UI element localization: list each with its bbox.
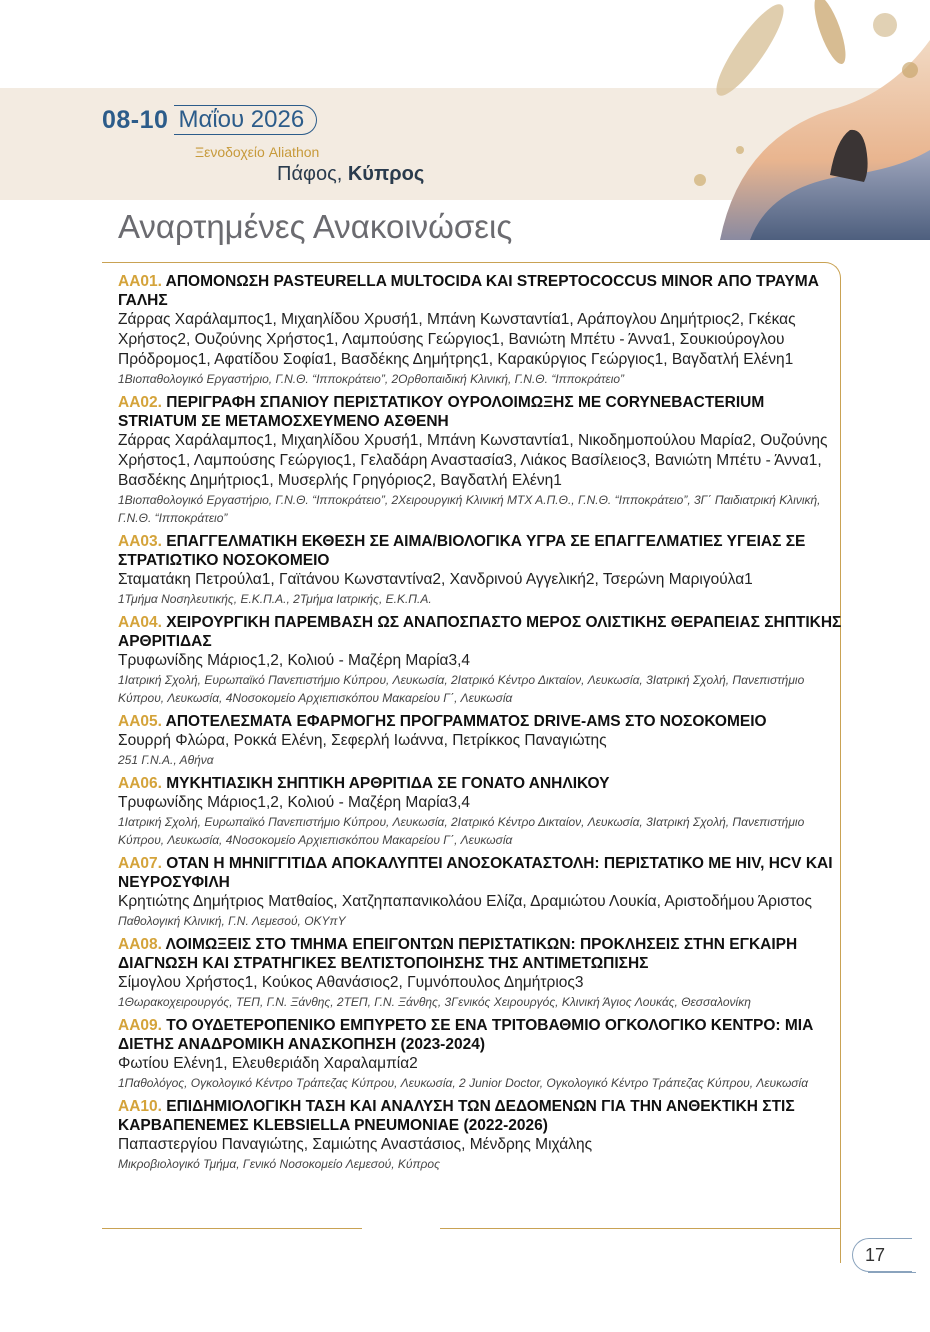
date-days: 08-10 — [102, 105, 169, 134]
abstract-item — [118, 774, 844, 849]
abstract-title-text: ΑΠΟΜΟΝΩΣΗ PASTEURELLA MULTOCIDA ΚΑΙ STREPTOCOCCUS MINOR ΑΠΟ ΤΡΑΥΜΑ ΓΑΛΗΣ — [118, 273, 819, 309]
abstract-authors: Τρυφωνίδης Μάριος1,2, Κολιού - Μαζέρη Μαρία3,4 — [118, 652, 471, 669]
abstract-affiliations: 1Θωρακοχειρουργός, ΤΕΠ, Γ.Ν. Ξάνθης, 2ΤΕΠ, Γ.Ν. Ξάνθης, 3Γενικός Χειρουργός, Κλινική Άγιος Λουκάς, Θεσσαλονίκη — [118, 995, 751, 1009]
abstract-code: ΑΑ02. — [118, 394, 162, 411]
date-month-year: Μαΐου 2026 — [174, 105, 317, 135]
abstract-title — [118, 613, 844, 651]
abstract-title — [118, 532, 844, 570]
abstract-item — [118, 532, 844, 608]
abstract-code: ΑΑ06. — [118, 775, 162, 792]
frame-bottom-left-rule — [102, 1228, 362, 1229]
abstract-item — [118, 393, 844, 527]
abstract-authors: Σίμογλου Χρήστος1, Κούκος Αθανάσιος2, Γυμνόπουλος Δημήτριος3 — [118, 974, 584, 991]
abstract-affiliations: Παθολογική Κλινική, Γ.Ν. Λεμεσού, ΟΚΥπΥ — [118, 914, 346, 928]
abstract-authors: Ζάρρας Χαράλαμπος1, Μιχαηλίδου Χρυσή1, Μπάνη Κωνσταντία1, Αράπογλου Δημήτριος2, Γκέκας Χρήστος2, Ουζούνης Χρήστος1, Λαμπούσης Γεώργιος1, Βανιώτη Μπέτυ - Άννα1, Σουκιούρογλου Πρόδρομος1, Αφατίδου Σοφία1, Βασδέκης Δημήτρης1, Καρακύργιος Γεώργιος1, Βαγδατλή Ελένη1 — [118, 311, 796, 368]
abstract-authors: Κρητιώτης Δημήτριος Ματθαίος, Χατζηπαπανικολάου Ελίζα, Δραμιώτου Λουκία, Αριστοδήμου Άριστος — [118, 893, 812, 910]
abstract-code: ΑΑ05. — [118, 713, 162, 730]
event-location — [277, 163, 424, 186]
abstract-code: ΑΑ08. — [118, 936, 162, 953]
abstract-title-text: ΠΕΡΙΓΡΑΦΗ ΣΠΑΝΙΟΥ ΠΕΡΙΣΤΑΤΙΚΟΥ ΟΥΡΟΛΟΙΜΩΞΗΣ ΜΕ CORYNEBACTERIUM STRIATUM ΣΕ ΜΕΤΑΜΟΣΧΕΥΜΕΝΟ ΑΣΘΕΝΗ — [118, 394, 765, 430]
abstract-item — [118, 1016, 844, 1092]
abstract-title — [118, 712, 844, 731]
abstract-title — [118, 393, 844, 431]
abstract-affiliations: 1Ιατρική Σχολή, Ευρωπαϊκό Πανεπιστήμιο Κύπρου, Λευκωσία, 2Ιατρικό Κέντρο Δικταίον, Λευκωσία, 3Ιατρική Σχολή, Πανεπιστήμιο Κύπρου, Λευκωσία, 4Νοσοκομείο Αρχιεπισκόπου Μακαρείου Γ΄, Λευκωσία — [118, 815, 805, 847]
abstract-affiliations: 1Βιοπαθολογικό Εργαστήριο, Γ.Ν.Θ. “Ιπποκράτειο”, 2Χειρουργική Κλινική ΜΤΧ Α.Π.Θ., Γ.Ν.Θ. “Ιπποκράτειο”, 3Γ΄ Παιδιατρική Κλινική, Γ.Ν.Θ. “Ιπποκράτειο” — [118, 493, 821, 525]
abstract-authors: Ζάρρας Χαράλαμπος1, Μιχαηλίδου Χρυσή1, Μπάνη Κωνσταντία1, Νικοδημοπούλου Μαρία2, Ουζούνης Χρήστος1, Λαμπούσης Γεώργιος1, Γελαδάρη Αναστασία3, Λιάκος Βασίλειος3, Βανιώτη Μπέτυ - Άννα1, Βασδέκης Δημήτριος1, Μυσερλής Γρηγόριος2, Βαγδατλή Ελένη1 — [118, 432, 828, 489]
abstract-title-text: ΛΟΙΜΩΞΕΙΣ ΣΤΟ ΤΜΗΜΑ ΕΠΕΙΓΟΝΤΩΝ ΠΕΡΙΣΤΑΤΙΚΩΝ: ΠΡΟΚΛΗΣΕΙΣ ΣΤΗΝ ΕΓΚΑΙΡΗ ΔΙΑΓΝΩΣΗ ΚΑΙ ΣΤΡΑΤΗΓΙΚΕΣ ΒΕΛΤΙΣΤΟΠΟΙΗΣΗΣ ΤΗΣ ΑΝΤΙΜΕΤΩΠΙΣΗΣ — [118, 936, 798, 972]
abstract-affiliations: 251 Γ.Ν.Α., Αθήνα — [118, 753, 214, 767]
city-name: Πάφος, — [277, 163, 343, 185]
abstract-code: ΑΑ10. — [118, 1098, 162, 1115]
abstract-item — [118, 272, 844, 388]
abstract-affiliations: Μικροβιολογικό Τμήμα, Γενικό Νοσοκομείο Λεμεσού, Κύπρος — [118, 1157, 440, 1171]
abstract-list — [118, 272, 844, 1178]
page-number-rule — [868, 1272, 916, 1273]
abstract-title-text: ΑΠΟΤΕΛΕΣΜΑΤΑ ΕΦΑΡΜΟΓΗΣ ΠΡΟΓΡΑΜΜΑΤΟΣ DRIVE-AMS ΣΤΟ ΝΟΣΟΚΟΜΕΙΟ — [165, 713, 767, 730]
abstract-affiliations: 1Τμήμα Νοσηλευτικής, Ε.Κ.Π.Α., 2Τμήμα Ιατρικής, Ε.Κ.Π.Α. — [118, 592, 432, 606]
abstract-authors: Σουρρή Φλώρα, Ροκκά Ελένη, Σεφερλή Ιωάννα, Πετρίκκος Παναγιώτης — [118, 732, 607, 749]
abstract-code: ΑΑ04. — [118, 614, 162, 631]
event-date — [102, 104, 317, 136]
abstract-item — [118, 1097, 844, 1173]
abstract-title-text: ΤΟ ΟΥΔΕΤΕΡΟΠΕΝΙΚΟ ΕΜΠΥΡΕΤΟ ΣΕ ΕΝΑ ΤΡΙΤΟΒΑΘΜΙΟ ΟΓΚΟΛΟΓΙΚΟ ΚΕΝΤΡΟ: ΜΙΑ ΔΙΕΤΗΣ ΑΝΑΔΡΟΜΙΚΗ ΑΝΑΣΚΟΠΗΣΗ (2023-2024) — [118, 1017, 814, 1053]
abstract-title — [118, 774, 844, 793]
venue-name: Ξενοδοχείο Aliathon — [195, 144, 320, 160]
abstract-code: ΑΑ03. — [118, 533, 162, 550]
abstract-title — [118, 1016, 844, 1054]
abstract-authors: Φωτίου Ελένη1, Ελευθεριάδη Χαραλαμπία2 — [118, 1055, 418, 1072]
abstract-code: ΑΑ01. — [118, 273, 162, 290]
abstract-item — [118, 712, 844, 769]
section-title: Αναρτημένες Ανακοινώσεις — [118, 208, 513, 245]
abstract-title — [118, 272, 844, 310]
abstract-item — [118, 935, 844, 1011]
abstract-affiliations: 1Ιατρική Σχολή, Ευρωπαϊκό Πανεπιστήμιο Κύπρου, Λευκωσία, 2Ιατρικό Κέντρο Δικταίον, Λευκωσία, 3Ιατρική Σχολή, Πανεπιστήμιο Κύπρου, Λευκωσία, 4Νοσοκομείο Αρχιεπισκόπου Μακαρείου Γ΄, Λευκωσία — [118, 673, 805, 705]
abstract-authors: Σταματάκη Πετρούλα1, Γαϊτάνου Κωνσταντίνα2, Χανδρινού Αγγελική2, Τσερώνη Μαριγούλα1 — [118, 571, 753, 588]
abstract-affiliations: 1Βιοπαθολογικό Εργαστήριο, Γ.Ν.Θ. “Ιπποκράτειο”, 2Ορθοπαιδική Κλινική, Γ.Ν.Θ. “Ιπποκράτειο” — [118, 372, 625, 386]
page-number: 17 — [852, 1238, 912, 1272]
abstract-title — [118, 935, 844, 973]
abstract-item — [118, 613, 844, 707]
abstract-affiliations: 1Παθολόγος, Ογκολογικό Κέντρο Τράπεζας Κύπρου, Λευκωσία, 2 Junior Doctor, Ογκολογικό Κέντρο Τράπεζας Κύπρου, Λευκωσία — [118, 1076, 809, 1090]
abstract-item — [118, 854, 844, 930]
abstract-code: ΑΑ07. — [118, 855, 162, 872]
abstract-title-text: ΧΕΙΡΟΥΡΓΙΚΗ ΠΑΡΕΜΒΑΣΗ ΩΣ ΑΝΑΠΟΣΠΑΣΤΟ ΜΕΡΟΣ ΟΛΙΣΤΙΚΗΣ ΘΕΡΑΠΕΙΑΣ ΣΗΠΤΙΚΗΣ ΑΡΘΡΙΤΙΔΑΣ — [118, 614, 842, 650]
abstract-authors: Παπαστεργίου Παναγιώτης, Σαμιώτης Αναστάσιος, Μένδρης Μιχάλης — [118, 1136, 593, 1153]
abstract-title-text: ΟΤΑΝ Η ΜΗΝΙΓΓΙΤΙΔΑ ΑΠΟΚΑΛΥΠΤΕΙ ΑΝΟΣΟΚΑΤΑΣΤΟΛΗ: ΠΕΡΙΣΤΑΤΙΚΟ ΜΕ HIV, HCV ΚΑΙ ΝΕΥΡΟΣΥΦΙΛΗ — [118, 855, 833, 891]
abstract-authors: Τρυφωνίδης Μάριος1,2, Κολιού - Μαζέρη Μαρία3,4 — [118, 794, 471, 811]
country-name: Κύπρος — [347, 163, 425, 185]
header-photo-decoration — [680, 0, 930, 240]
abstract-title-text: ΕΠΙΔΗΜΙΟΛΟΓΙΚΗ ΤΑΣΗ ΚΑΙ ΑΝΑΛΥΣΗ ΤΩΝ ΔΕΔΟΜΕΝΩΝ ΓΙΑ ΤΗΝ ΑΝΘΕΚΤΙΚΗ ΣΤΙΣ ΚΑΡΒΑΠΕΝΕΜΕΣ KLEBSIELLA PNEUMONIAE (2022-2026) — [118, 1098, 795, 1134]
abstract-title-text: ΜΥΚΗΤΙΑΣΙΚΗ ΣΗΠΤΙΚΗ ΑΡΘΡΙΤΙΔΑ ΣΕ ΓΟΝΑΤΟ ΑΝΗΛΙΚΟΥ — [166, 775, 610, 792]
abstract-code: ΑΑ09. — [118, 1017, 162, 1034]
frame-bottom-right-rule — [440, 1228, 840, 1229]
abstract-title-text: ΕΠΑΓΓΕΛΜΑΤΙΚΗ ΕΚΘΕΣΗ ΣΕ ΑΙΜΑ/ΒΙΟΛΟΓΙΚΑ ΥΓΡΑ ΣΕ ΕΠΑΓΓΕΛΜΑΤΙΕΣ ΥΓΕΙΑΣ ΣΕ ΣΤΡΑΤΙΩΤΙΚΟ ΝΟΣΟΚΟΜΕΙΟ — [118, 533, 806, 569]
abstract-title — [118, 1097, 844, 1135]
abstract-title — [118, 854, 844, 892]
